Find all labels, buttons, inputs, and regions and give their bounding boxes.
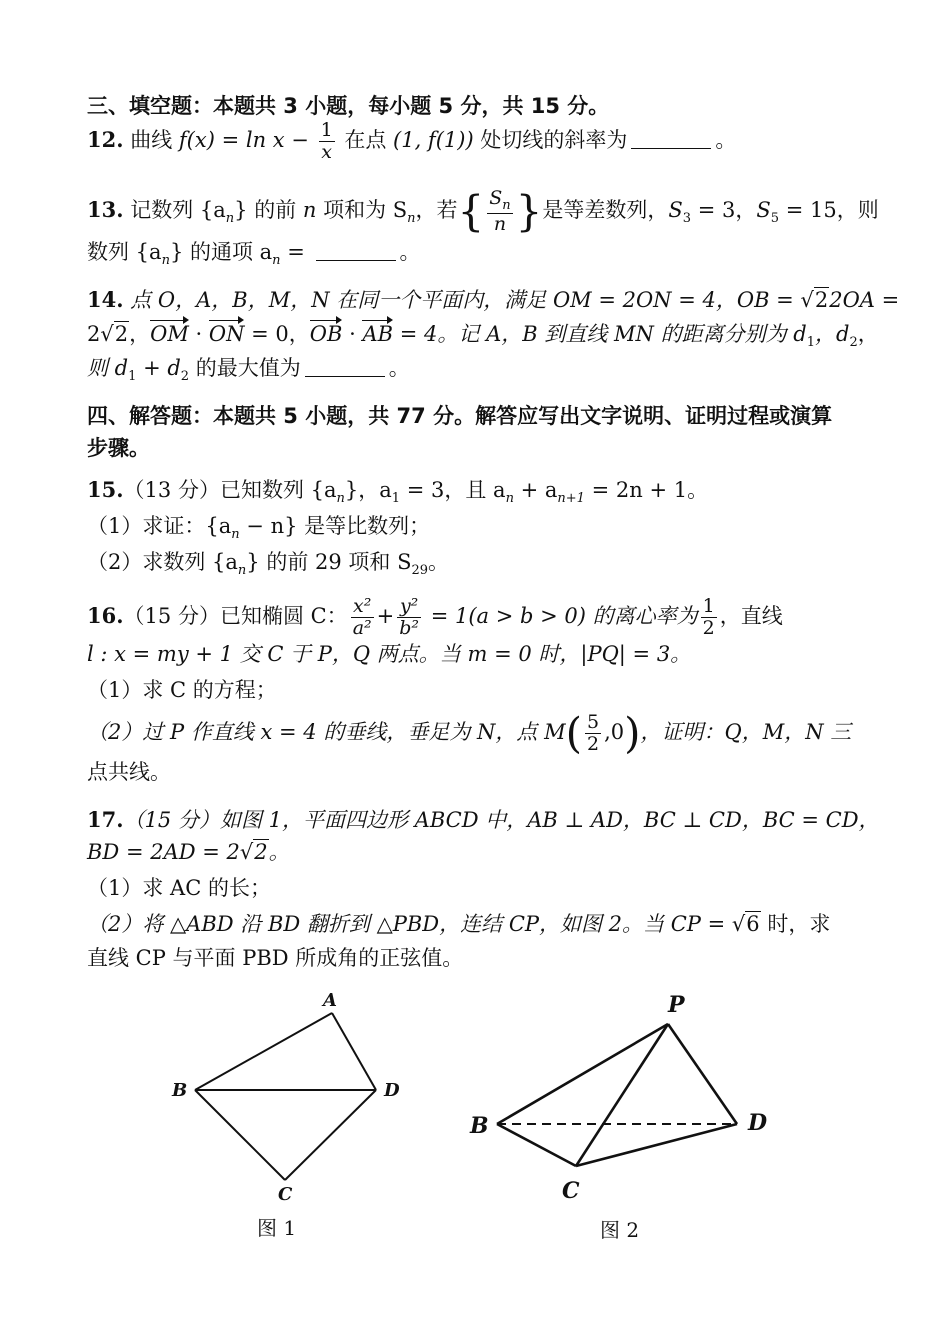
q16-frac-m-den: 2 (586, 732, 600, 755)
q13-sub-n-2: n (407, 211, 416, 227)
q16-p2-b: ，证明：Q，M，N 三 (640, 719, 852, 744)
q14-line3-a: 则 d (87, 356, 129, 380)
q15-intro-b: }，a (344, 478, 392, 502)
q12-end: 。 (715, 127, 737, 152)
q15-sub-n: n (336, 491, 345, 507)
q15-p2-sub: 29 (411, 563, 429, 579)
q14-line2-b: ， (129, 322, 151, 346)
q13-line2-c: = (280, 240, 312, 264)
q14-eq0: = 0， (244, 322, 310, 346)
q14-dot-2: · (342, 322, 363, 346)
section-4-heading-line-1: 四、解答题：本题共 5 小题，共 77 分。解答应写出文字说明、证明过程或演算 (87, 404, 833, 428)
q17-sqrt: 2 (254, 840, 268, 864)
fig2-edge-bp (497, 1024, 668, 1124)
q13-right-brace: } (515, 186, 543, 236)
q13-frac-den: n (493, 213, 507, 236)
q17-p2-sqrt: 6 (746, 912, 760, 936)
fig1-edge-ba (195, 1013, 332, 1090)
figure-2-caption: 图 2 (600, 1218, 640, 1242)
q16-condition: = 1(a > b > 0) 的离心率为 (424, 603, 698, 628)
question-16-line-2: l : x = my + 1 交 C 于 P，Q 两点。当 m = 0 时，|PQ| = 3。 (87, 642, 692, 666)
q15-p2-b: } 的前 29 项和 S (246, 550, 412, 574)
q12-text-b: 在点 (337, 127, 394, 152)
q14-line3-b: + d (136, 356, 181, 380)
q12-text-c: 处切线的斜率为 (473, 127, 628, 152)
q13-s5-sub: 5 (770, 211, 780, 227)
q17-sqrt-sign: √ (239, 840, 254, 864)
figure-2 (497, 1024, 737, 1166)
question-17-number: 17. (87, 807, 124, 832)
q12-function: f(x) = ln x − (178, 127, 316, 152)
figure-1 (195, 1013, 376, 1180)
q15-p2: （2）求数列 {a (87, 550, 238, 574)
q16-frac-e-num: 1 (702, 595, 715, 617)
q14-d2-sub: 2 (849, 335, 858, 351)
question-16-part-1: （1）求 C 的方程； (87, 678, 277, 702)
question-17-part-1: （1）求 AC 的长； (87, 876, 271, 900)
fig1-edge-cd (285, 1090, 376, 1180)
q13-end: 。 (399, 240, 421, 264)
q13-s3: S (668, 198, 683, 222)
fig2-edge-bc (497, 1124, 576, 1166)
figure-1-caption: 图 1 (257, 1216, 297, 1240)
fig1-label-a: A (323, 990, 337, 1011)
q14-comma: ，d (814, 322, 850, 346)
q14-vector-ob: OB (309, 322, 343, 346)
q16-tail: ，直线 (719, 603, 783, 628)
q13-text-d: ，若 (415, 198, 458, 222)
q15-sub-1: 1 (391, 491, 401, 507)
q16-p2-a: （2）过 P 作直线 x = 4 的垂线，垂足为 N，点 M (87, 719, 566, 744)
q14-line1: 点 O，A，B，M，N 在同一个平面内，满足 OM = 2ON = 4，OB = (123, 288, 801, 312)
q15-p1-sub-n: n (231, 527, 240, 543)
q14-line3-c: 的最大值为 (189, 356, 301, 380)
q13-sub-n-3: n (161, 253, 170, 269)
q13-text-b: } 的前 (234, 198, 303, 222)
q14-vector-on: ON (208, 322, 245, 346)
question-17-part-2-cont: 直线 CP 与平面 PBD 所成角的正弦值。 (87, 946, 464, 970)
q13-sub-n: n (225, 211, 235, 227)
q15-p1-b: − n} 是等比数列； (239, 514, 431, 538)
q14-sqrt-sign-2: √ (100, 322, 114, 346)
question-13-number: 13. (87, 197, 124, 222)
q15-sub-n-2: n (505, 491, 514, 507)
q15-intro-d: + a (513, 478, 558, 502)
q13-n: n (302, 198, 317, 222)
q14-sqrt-1: 2 (814, 288, 829, 312)
fig1-edge-ad (332, 1013, 376, 1090)
q13-line2-b: } 的通项 a (169, 240, 273, 264)
question-12-number: 12. (87, 126, 124, 152)
fig2-label-p: P (668, 992, 685, 1018)
q14-eq4: = 4。记 A，B 到直线 MN 的距离分别为 d (393, 322, 807, 346)
q12-text-a: 曲线 (123, 127, 179, 152)
fig1-label-d: D (384, 1080, 400, 1101)
section-4-heading-line-2: 步骤。 (87, 436, 150, 460)
fig2-edge-pd (668, 1024, 737, 1124)
q13-s5: S (756, 198, 771, 222)
q12-frac-num: 1 (320, 119, 333, 141)
fig2-label-b: B (470, 1113, 489, 1139)
q13-s3-val: = 3， (691, 198, 757, 222)
q16-frac-x-num: x² (351, 596, 374, 618)
q16-m-y: ,0 (604, 719, 625, 744)
q12-frac-den: x (321, 140, 332, 163)
q17-p2-a: （2）将 △ABD 沿 BD 翻折到 △PBD，连结 CP，如图 2。当 CP = (87, 912, 732, 936)
q14-dot-1: · (188, 322, 209, 346)
q16-frac-e-den: 2 (702, 616, 715, 639)
q14-line1-end: 2OA = (829, 288, 900, 312)
q16-left-paren: ( (565, 708, 582, 758)
q14-vector-om: OM (150, 322, 189, 346)
section-3-heading: 三、填空题：本题共 3 小题，每小题 5 分，共 15 分。 (87, 94, 610, 118)
question-16-number: 16. (87, 602, 124, 628)
question-15-number: 15. (87, 477, 124, 502)
fig1-edge-bc (195, 1090, 285, 1180)
fig1-label-c: C (278, 1184, 293, 1205)
q15-intro-e: = 2n + 1。 (584, 478, 709, 502)
q13-text-a: 记数列 {a (123, 198, 226, 222)
q14-line2-a: 2 (87, 322, 101, 346)
q17-line2-end: 。 (268, 840, 290, 864)
q13-frac-num-s: S (489, 187, 503, 209)
q15-p2-end: 。 (428, 550, 450, 574)
q16-intro: （15 分）已知椭圆 C： (123, 603, 348, 628)
q16-plus: + (376, 603, 395, 628)
q14-d2-sub-2: 2 (180, 369, 190, 385)
q17-sqrt-sign-2: √ (731, 912, 746, 936)
q13-text-c: 项和为 S (316, 198, 408, 222)
question-14-number: 14. (87, 287, 124, 312)
q14-d1-sub-2: 1 (128, 369, 137, 385)
q16-frac-y-den: b² (399, 616, 420, 639)
q17-p2-b: 时，求 (760, 912, 831, 936)
question-16-part-2-cont: 点共线。 (87, 760, 171, 784)
q17-line1: （15 分）如图 1，平面四边形 ABCD 中，AB ⊥ AD，BC ⊥ CD，BC = CD， (123, 808, 880, 832)
q16-frac-x-den: a² (352, 616, 372, 639)
q14-line2-end: ， (857, 322, 879, 346)
q16-frac-y-num: y² (397, 596, 421, 618)
q13-s5-val: = 15，则 (779, 198, 879, 222)
q15-intro-c: = 3，且 a (400, 478, 506, 502)
fig2-label-c: C (562, 1178, 580, 1204)
q15-p2-sub-n: n (237, 563, 247, 579)
q14-sqrt-2: 2 (114, 322, 129, 346)
fig2-label-d: D (748, 1110, 768, 1136)
q16-right-paren: ) (624, 708, 641, 758)
q13-text-e: 是等差数列， (542, 198, 669, 222)
q13-left-brace: { (457, 186, 485, 236)
q16-frac-m-num: 5 (586, 711, 600, 733)
q15-p1: （1）求证：{a (87, 514, 232, 538)
q14-d1-sub: 1 (806, 335, 815, 351)
q13-s3-sub: 3 (682, 211, 692, 227)
q15-intro: （13 分）已知数列 {a (123, 478, 337, 502)
q14-vector-ab: AB (362, 322, 394, 346)
q15-sub-n1: n+1 (557, 491, 585, 507)
q14-sqrt-sign: √ (800, 288, 814, 312)
q14-end: 。 (388, 356, 410, 380)
q17-line2-a: BD = 2AD = 2 (87, 840, 240, 864)
q13-line2-a: 数列 {a (87, 240, 162, 264)
fig1-label-b: B (172, 1080, 188, 1101)
q12-point: (1, f(1)) (393, 127, 474, 152)
q13-frac-num-sub: n (502, 197, 511, 213)
q13-sub-n-4: n (272, 253, 281, 269)
